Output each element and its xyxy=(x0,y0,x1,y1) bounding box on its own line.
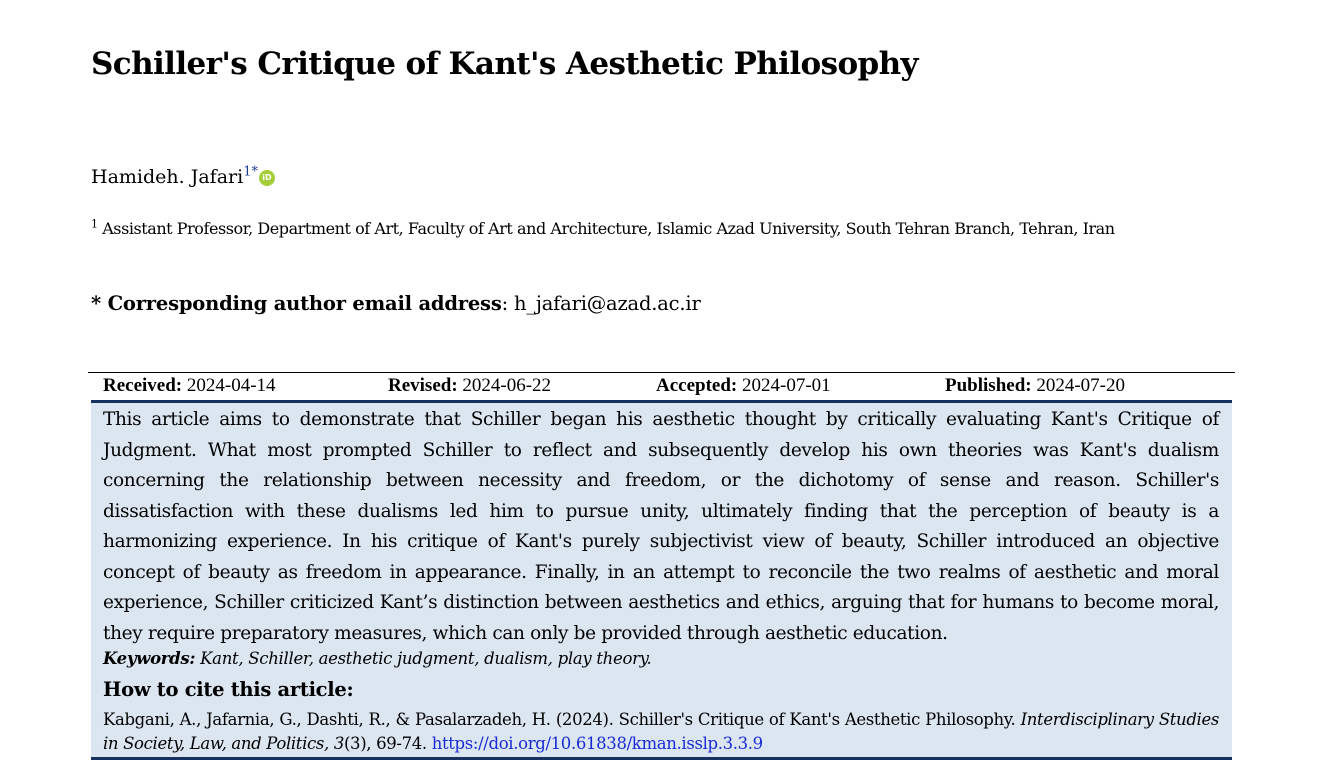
accepted-value: 2024-07-01 xyxy=(742,375,831,396)
keywords-label: Keywords: xyxy=(103,649,196,668)
corresponding-separator: : xyxy=(501,292,514,315)
keywords-text: Kant, Schiller, aesthetic judgment, dualism, play theory. xyxy=(200,649,652,668)
author-superscript: 1* xyxy=(243,164,258,180)
author-name: Hamideh. Jafari xyxy=(91,166,244,188)
dates-top-rule xyxy=(88,372,1235,373)
orcid-icon[interactable]: iD xyxy=(259,170,275,186)
published-date xyxy=(945,375,1125,397)
paper-title: Schiller's Critique of Kant's Aesthetic Philosophy xyxy=(91,46,918,82)
corresponding-email[interactable]: h_jafari@azad.ac.ir xyxy=(513,292,701,315)
affiliation xyxy=(91,219,1115,238)
revised-date xyxy=(388,375,551,397)
corresponding-author xyxy=(91,292,701,315)
accepted-date xyxy=(656,375,831,397)
cite-heading: How to cite this article: xyxy=(103,678,354,701)
citation-issue-pages: (3), 69-74. xyxy=(343,734,427,753)
affiliation-text: Assistant Professor, Department of Art, Faculty of Art and Architecture, Islamic Azad University, South Tehran Branch, Tehran, Iran xyxy=(102,219,1115,238)
citation xyxy=(103,708,1219,756)
author-line xyxy=(91,166,275,188)
abstract-text: This article aims to demonstrate that Schiller began his aesthetic thought by critically evaluating Kant's Critique of Judgment. What most prompted Schiller to reflect and subsequently develop his own theories was Kant's dualism concerning the relationship between necessity and freedom, or the dichotomy of sense and reason. Schiller's dissatisfaction with these dualisms led him to pursue unity, ultimately finding that the perception of beauty is a harmonizing experience. In his critique of Kant's purely subjectivist view of beauty, Schiller introduced an objective concept of beauty as freedom in appearance. Finally, in an attempt to reconcile the two realms of aesthetic and moral experience, Schiller criticized Kant’s distinction between aesthetics and ethics, arguing that for humans to become moral, they require preparatory measures, which can only be provided through aesthetic education. xyxy=(103,409,1219,644)
keywords xyxy=(103,649,651,668)
accepted-label: Accepted: xyxy=(656,375,738,396)
doi-link[interactable]: https://doi.org/10.61838/kman.isslp.3.3.9 xyxy=(431,734,763,753)
revised-label: Revised: xyxy=(388,375,458,396)
published-value: 2024-07-20 xyxy=(1036,375,1125,396)
abstract-box xyxy=(91,400,1232,760)
received-label: Received: xyxy=(103,375,183,396)
received-date xyxy=(103,375,276,397)
published-label: Published: xyxy=(945,375,1032,396)
received-value: 2024-04-14 xyxy=(186,375,276,396)
revised-value: 2024-06-22 xyxy=(462,375,552,396)
citation-authors-title: Kabgani, A., Jafarnia, G., Dashti, R., & Pasalarzadeh, H. (2024). Schiller's Critique of Kant's Aesthetic Philosophy. xyxy=(103,710,1016,729)
citation-journal: Interdisciplinary Studies in Society, Law, and Politics, 3 xyxy=(103,710,1219,753)
corresponding-label: * Corresponding author email address xyxy=(91,292,502,315)
affiliation-number: 1 xyxy=(91,217,98,231)
